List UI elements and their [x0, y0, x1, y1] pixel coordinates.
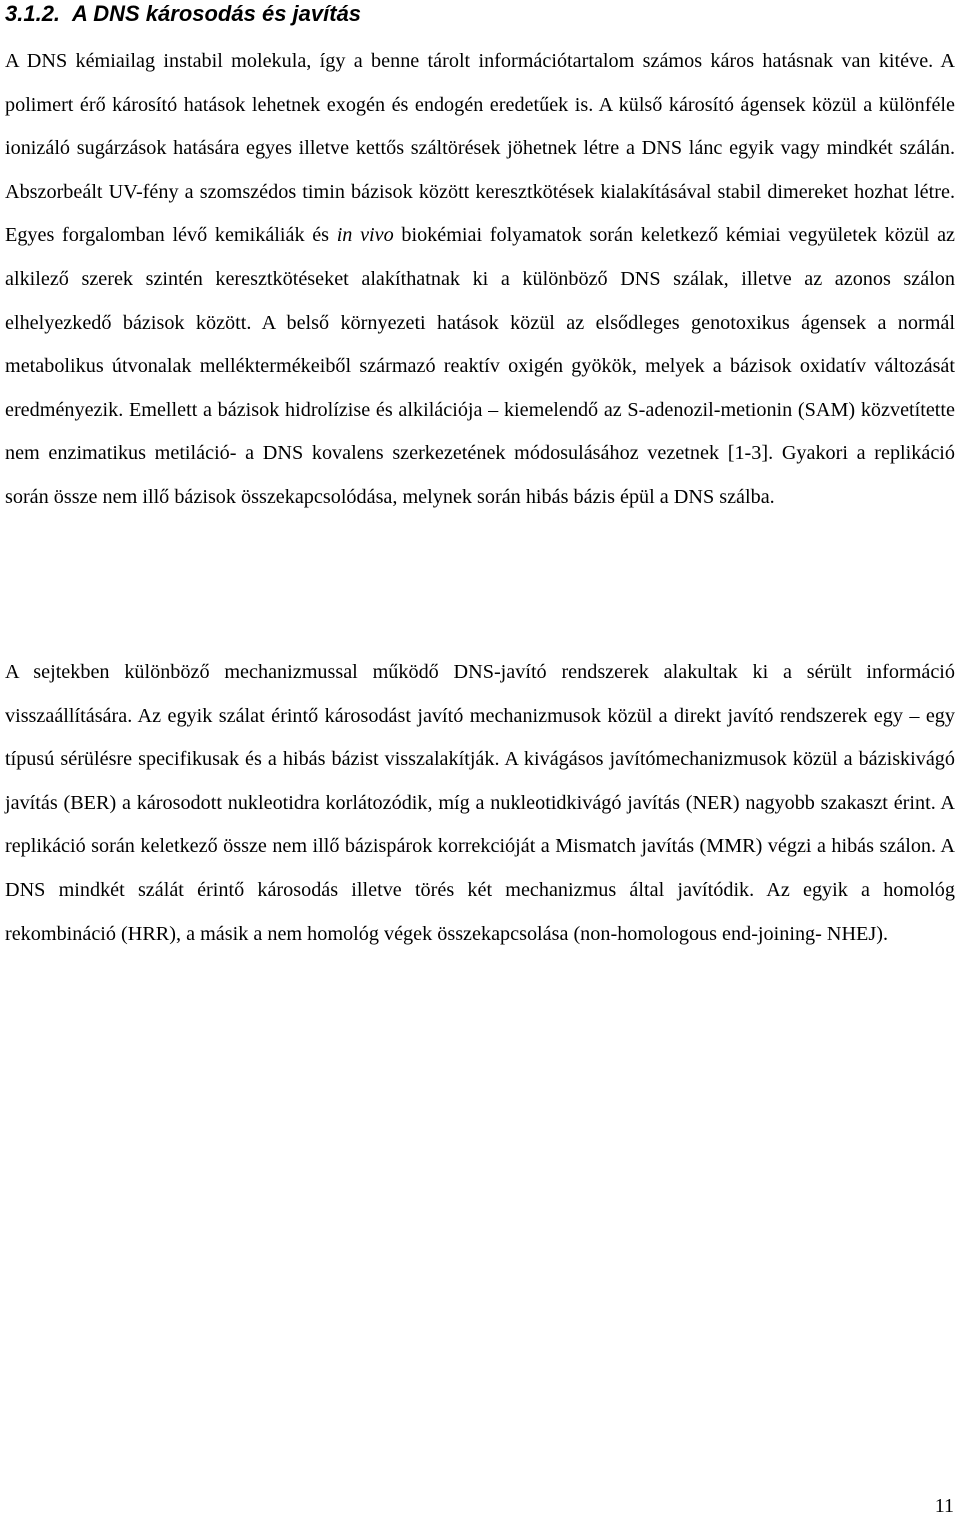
section-heading: [5, 0, 361, 28]
page-number: 11: [934, 1495, 954, 1517]
italic-term: in vivo: [336, 224, 394, 247]
paragraph-text: A DNS kémiailag instabil molekula, így a benne tárolt információtartalom számos káros hatásnak van kitéve. A polimert érő károsító hatások lehetnek exogén és endogén eredetűek is. A külső károsító ágensek közül a különféle ionizáló sugárzások hatására egyes illetve kettős száltörések jöhetnek létre a DNS lánc egyik vagy mindkét szálán. Abszorbeált UV-fény a szomszédos timin bázisok között keresztkötések kialakításával stabil dimereket hozhat létre. Egyes forgalomban lévő kemikáliák és: [5, 50, 955, 247]
section-number: 3.1.2.: [5, 1, 61, 26]
paragraph-dna-repair: A sejtekben különböző mechanizmussal működő DNS-javító rendszerek alakultak ki a sérült információ visszaállítására. Az egyik szálat érintő károsodást javító mechanizmusok közül a direkt javító rendszerek egy – egy típusú sérülésre specifikusak és a hibás bázist visszalakítják. A kivágásos javítómechanizmusok közül a báziskivágó javítás (BER) a károsodott nukleotidra korlátozódik, míg a nukleotidkivágó javítás (NER) nagyobb szakaszt érint. A replikáció során keletkező össze nem illő bázispárok korrekcióját a Mismatch javítás (MMR) végzi a hibás szálon. A DNS mindkét szálát érintő károsodás illetve törés két mechanizmus által javítódik. Az egyik a homológ rekombináció (HRR), a másik a nem homológ végek összekapcsolása (non-homologous end-joining- NHEJ).: [5, 661, 955, 945]
paragraph-text: biokémiai folyamatok során keletkező kémiai vegyületek közül az alkilező szerek szintén keresztkötéseket alakíthatnak ki a különböző DNS szálak, illetve az azonos szálon elhelyezkedő bázisok között. A belső környezeti hatások közül az elsődleges genotoxikus ágensek a normál metabolikus útvonalak melléktermékeiből származó reaktív oxigén gyökök, melyek a bázisok oxidatív változását eredményezik. Emellett a bázisok hidrolízise és alkilációja – kiemelendő az S-adenozil-metionin (SAM) közvetítette nem enzimatikus metiláció- a DNS kovalens szerkezetének módosulásához vezetnek [1-3]. Gyakori a replikáció során össze nem illő bázisok összekapcsolódása, melynek során hibás bázis épül a DNS szálba.: [5, 224, 956, 508]
paragraph-dna-damage: [5, 40, 955, 520]
section-title: A DNS károsodás és javítás: [72, 1, 362, 26]
